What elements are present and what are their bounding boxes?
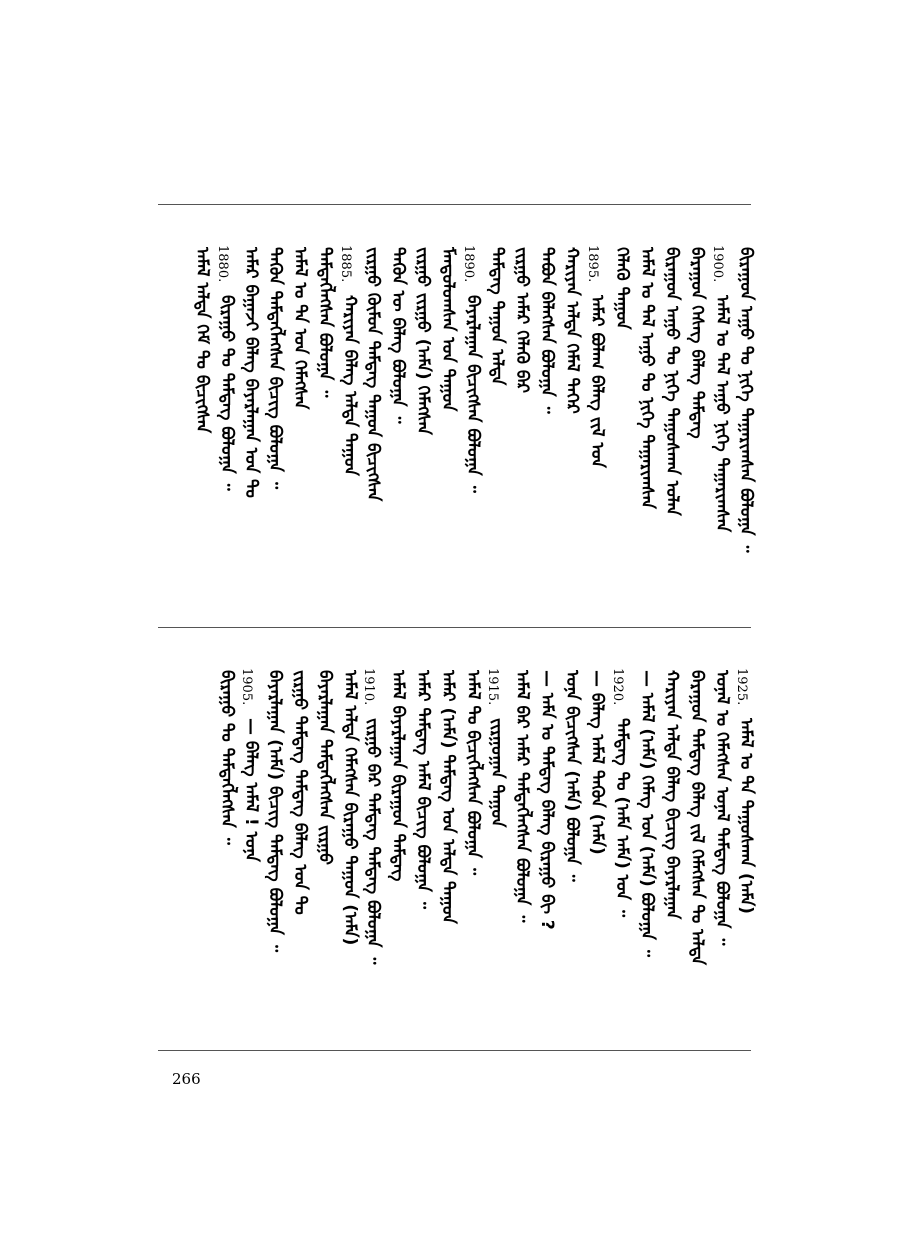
line-number-1910: 1910. <box>361 668 376 706</box>
text-column: ᠠᠮᠠᠯ ᠪᠡᠷ ᠠᠮᠠᠷ ᠲᠡᠮᠳᠡᠭᠯᠡᠭᠰᠡᠨ ᠪᠤᠯᠤᠭᠠ ᠃ <box>512 670 532 923</box>
page-number: 266 <box>172 1070 201 1088</box>
text-column: ᠪᠢᠷᠠᠭᠤᠨ ᠠᠭᠤ ᠲᠤ ᠨᠢᠭᠡ ᠳᠠᠭᠤᠰᠬᠠᠨ ᠤᠯᠠᠨ <box>662 247 682 516</box>
line-number-1920: 1920. <box>610 668 625 706</box>
text-column: ᠪᠢᠷᠠᠭᠤ ᠲᠤ ᠲᠡᠮᠳᠡᠭ ᠪᠤᠯᠤᠭᠠ ᠃ <box>217 295 237 491</box>
text-column: ᠠᠮᠠᠯ ᠠᠯᠲᠠ ᠬᠡᠮᠡᠭᠰᠡᠨ ᠪᠢᠷᠠᠭᠤ ᠳᠠᠭᠤᠨ (ᠠᠮᠠ) <box>340 670 360 946</box>
text-column: ᠬᠠᠷᠢᠶᠠᠨ ᠠᠯᠲᠠ ᠬᠡᠮᠡᠯ ᠳᠡᠭᠡᠷ <box>562 247 582 414</box>
text-column: ᠲᠡᠮᠳᠡᠭᠯᠡᠭᠰᠡᠨ ᠪᠤᠯᠤᠭᠠ ᠃ <box>315 247 335 398</box>
text-column: ᠪᠠᠷᠠᠭᠤᠨ ᠲᠡᠮᠳᠡᠭ ᠪᠡᠯᠡᠭ ᠵᠢᠯ ᠬᠡᠮᠡᠭᠰᠡᠨ ᠲᠤ ᠠᠯᠲᠠ <box>687 670 707 966</box>
text-column: ᠵᠢᠷᠭᠤ ᠲᠡᠮᠳᠡᠭ ᠲᠡᠮᠳᠡᠭ ᠪᠡᠯᠡᠭ ᠤᠨ ᠲᠤ <box>290 670 310 915</box>
text-column: ᠠᠮᠠᠷ ᠪᠠᠭᠠᠵᠢ ᠪᠡᠯᠡᠭ ᠪᠠᠶᠠᠷᠯᠠᠭᠠᠨ ᠤᠨ ᠲᠤ <box>241 247 261 498</box>
text-column: ᠠᠮᠠᠯ ᠲᠤ ᠪᠢᠴᠢᠭᠯᠡᠭᠰᠡᠨ ᠪᠤᠯᠤᠭᠠ ᠃ <box>463 670 483 876</box>
line-number-1900: 1900. <box>710 245 725 283</box>
text-column: ᠤᠨᠠᠯ ᠤ ᠬᠡᠮᠡᠭᠰᠡᠨ ᠤᠨᠠᠯ ᠲᠡᠮᠳᠡᠭ ᠪᠤᠯᠤᠭᠠ ᠃ <box>712 670 732 946</box>
text-column: ᠠᠮᠠᠯ ᠪᠠᠶᠠᠷᠯᠠᠭᠠᠨ ᠪᠢᠷᠠᠭᠤᠨ ᠲᠡᠮᠳᠡᠭ <box>388 670 408 882</box>
text-column: ᠪᠠᠶᠠᠷᠯᠠᠭᠠᠨ ᠲᠡᠮᠳᠡᠭᠯᠡᠭᠰᠡᠨ ᠵᠢᠷᠭᠤ <box>315 670 335 865</box>
line-number-1915: 1915. <box>485 668 500 706</box>
text-column: ᠲᠠᠪᠤᠨ ᠪᠡᠯᠡᠭᠰᠡᠨ ᠪᠤᠯᠤᠭᠠ ᠃ <box>537 247 557 414</box>
text-column: ᠠᠮᠠᠯ ᠤ ᠲᠠ ᠳᠠᠭᠤᠰᠬᠠᠨ (ᠠᠮᠠ) <box>736 718 756 914</box>
line-number-1925: 1925. <box>734 668 749 706</box>
text-column: ᠵᠢᠷᠭᠤ ᠵᠢᠷᠭᠤ (ᠠᠮᠠ) ᠬᠡᠮᠡᠭᠰᠡᠨ <box>413 247 433 435</box>
text-column: ᠬᠠᠷᠢᠶᠠᠨ ᠪᠡᠯᠡᠭ ᠠᠯᠲᠠ ᠳᠠᠭᠤᠨ <box>340 295 360 476</box>
line-number-1880: 1880. <box>215 245 230 283</box>
text-column: ᠲᠡᠭᠦᠨ ᠦ ᠪᠡᠯᠡᠭ ᠪᠤᠯᠤᠭᠠ ᠃ <box>388 247 408 424</box>
line-number-1905: 1905. <box>239 668 254 706</box>
text-column: ᠵᠢᠷᠭᠤ ᠪᠡᠷ ᠲᠡᠮᠳᠡᠭ ᠲᠡᠮᠳᠡᠭ ᠪᠤᠯᠤᠭᠠ ᠃ <box>363 718 383 965</box>
text-column: — ᠠᠮᠠ ᠤ ᠲᠡᠮᠳᠡᠭ ᠪᠡᠯᠡᠭ ᠪᠢᠷᠠᠭᠤ ᠪᠢ ? <box>537 670 557 930</box>
text-column: ᠠᠮᠠᠷ ᠲᠡᠮᠳᠡᠭ ᠠᠮᠠᠯ ᠪᠢᠴᠢᠭ ᠪᠤᠯᠤᠭᠠ ᠃ <box>413 670 433 909</box>
line-number-1885: 1885. <box>338 245 353 283</box>
text-column: ᠤᠨᠠ ᠪᠢᠴᠢᠭᠰᠡᠨ (ᠠᠮᠠ) ᠪᠤᠯᠤᠭᠠ ᠃ <box>562 670 582 882</box>
text-column: ᠵᠢᠷᠭᠤ ᠬᠦᠮᠦᠨ ᠲᠡᠮᠳᠡᠭ ᠳᠠᠭᠤᠨ ᠪᠢᠴᠢᠭᠰᠡᠨ <box>363 247 383 502</box>
text-column: ᠵᠢᠷᠭᠤᠭᠠᠨ ᠳᠠᠭᠤᠨ <box>487 718 507 828</box>
text-column: ᠲᠡᠭᠦᠨ ᠲᠡᠮᠳᠡᠭᠯᠡᠭᠰᠡᠨ ᠪᠢᠴᠢᠭ ᠪᠤᠯᠤᠭᠠ ᠃ <box>265 247 285 490</box>
text-column: ᠪᠠᠶᠠᠷᠯᠠᠭᠠᠨ ᠪᠢᠴᠢᠭᠰᠡᠨ ᠪᠤᠯᠤᠭᠠ ᠃ <box>463 295 483 493</box>
text-column: ᠠᠮᠠᠯ ᠤ ᠲᠠᠯ ᠠᠭᠤ ᠲᠤ ᠨᠢᠭᠡ ᠳᠠᠭᠠᠷᠢᠭᠰᠠᠨ <box>637 247 657 509</box>
text-column: — ᠠᠮᠠᠯ (ᠠᠮᠠ) ᠬᠡᠮᠡᠭ ᠤᠨ (ᠠᠮᠠ) ᠪᠤᠯᠤᠭᠠ ᠃ <box>637 670 657 957</box>
text-column: — ᠪᠡᠯᠡᠭ ᠠᠮᠠᠯ ᠲᠡᠭᠦᠨ (ᠠᠮᠠ) <box>587 670 607 855</box>
text-column: ᠠᠮᠠᠷ ᠪᠣᠯᠠᠭ ᠪᠡᠯᠡᠭ ᠵᠢᠯ ᠤᠨ <box>587 295 607 468</box>
text-column: ᠬᠡᠯᠡᠬᠦ ᠳᠠᠭᠤᠨ <box>612 247 632 330</box>
bottom-rule <box>158 1050 751 1051</box>
line-number-1890: 1890. <box>461 245 476 283</box>
text-column: ᠠᠮᠠᠯ ᠠᠯᠲᠠ ᠬᠡᠮ ᠲᠤ ᠪᠢᠴᠢᠭᠰᠡᠨ <box>192 247 212 434</box>
text-column: — ᠪᠡᠯᠡᠭ ᠠᠮᠠᠯ ! ᠤᠨᠠ <box>241 718 261 862</box>
text-column: ᠬᠠᠷᠢᠶᠠᠨ ᠠᠯᠲᠠ ᠪᠡᠯᠡᠭ ᠪᠢᠴᠢᠭ ᠪᠠᠶᠠᠷᠯᠠᠭᠠᠨ <box>662 670 682 920</box>
text-column: ᠪᠢᠷᠠᠭᠤᠨ ᠠᠭᠤ ᠲᠤ ᠨᠢᠭᠡ ᠳᠠᠭᠠᠷᠢᠭᠰᠠᠨ ᠪᠤᠯᠤᠭᠠ ᠃ <box>736 247 756 553</box>
text-column: ᠮᠠᠨᠳᠤᠯᠤᠭᠰᠠᠨ ᠤᠨ ᠳᠠᠭᠤᠨ <box>438 247 458 412</box>
text-column: ᠵᠢᠷᠭᠤ ᠠᠮᠠᠷ ᠬᠡᠯᠡᠬᠦ ᠪᠡᠷ <box>512 247 532 394</box>
text-column: ᠪᠠᠶᠠᠷᠯᠠᠭᠠᠨ (ᠠᠮᠠ) ᠪᠢᠴᠢᠭ ᠲᠡᠮᠳᠡᠭ ᠪᠤᠯᠤᠭᠠ ᠃ <box>265 670 285 953</box>
text-column: ᠲᠡᠮᠳᠡᠭ ᠲᠤ (ᠠᠮᠠ ᠠᠮᠠ) ᠤᠨ ᠃ <box>612 718 632 918</box>
text-column: ᠠᠮᠠᠯ ᠤ ᠲᠠ ᠤᠨ ᠬᠡᠮᠡᠭᠰᠡᠨ <box>290 247 310 410</box>
text-column: ᠠᠮᠠᠯ ᠤ ᠲᠠᠯ ᠠᠭᠤ ᠨᠢᠭᠡ ᠳᠠᠭᠠᠷᠢᠭᠰᠠᠨ <box>712 295 732 533</box>
line-number-1895: 1895. <box>585 245 600 283</box>
upper-text-block <box>158 205 756 626</box>
lower-text-block <box>158 628 756 1049</box>
text-column: ᠲᠡᠮᠳᠡᠭ ᠳᠠᠭᠤᠨ ᠠᠯᠲᠠ <box>487 247 507 386</box>
text-column: ᠪᠢᠷᠠᠭᠤ ᠲᠤ ᠲᠡᠮᠳᠡᠭᠯᠡᠭᠰᠡᠨ ᠃ <box>217 670 237 845</box>
text-column: ᠪᠠᠷᠠᠭᠤᠨ ᠬᠡᠰᠡᠭ ᠪᠡᠯᠡᠭ ᠲᠡᠮᠳᠡᠭ <box>687 247 707 439</box>
text-column: ᠠᠮᠠᠷ (ᠠᠮᠠ) ᠲᠡᠮᠳᠡᠭ ᠤᠨ ᠠᠯᠲᠠ ᠳᠠᠭᠤᠨ <box>438 670 458 924</box>
